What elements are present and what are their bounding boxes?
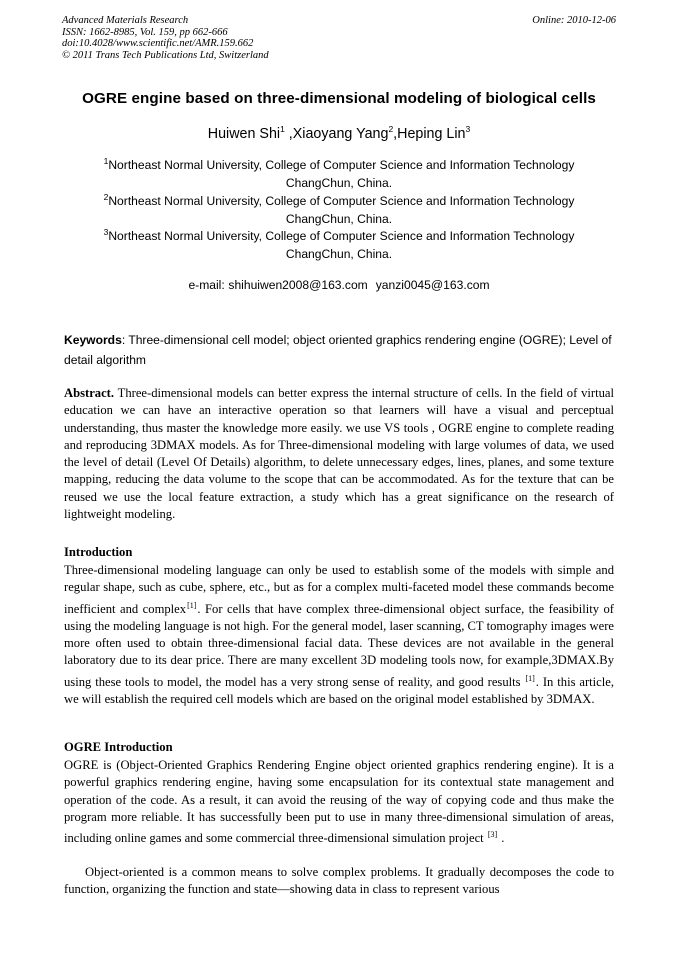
affiliation-city: ChangChun, China. bbox=[285, 212, 393, 227]
email-line bbox=[0, 278, 678, 292]
abstract-text: Three-dimensional models can better express the internal structure of cells. In the field of virtual education we can have an interactive operation so that learners will have a visual and perceptual understanding, thus master the knowledge more easily. we use VS tools , OGRE engine to complete reading and reproducing 3DMAX models. As for Three-dimensional modeling with large volumes of data, we used the level of detail (Level Of Details) algorithm, to delete unnecessary edges, lines, planes, and some texture mapping, reducing the data volume to the scope that can be accommodated. As for the texture that can be reused we use the local feature extraction, a study which has a great significance on the research of lightweight modeling. bbox=[64, 386, 614, 522]
keywords-text: : Three-dimensional cell model; object oriented graphics rendering engine (OGRE); Level of detail algorithm bbox=[64, 333, 612, 367]
author-name: ,Xiaoyang Yang bbox=[288, 125, 389, 142]
email-link[interactable]: yanzi0045@163.com bbox=[375, 278, 490, 292]
affiliation-sup: 1 bbox=[103, 156, 109, 166]
author-name: Huiwen Shi bbox=[207, 125, 281, 142]
journal-header bbox=[62, 15, 269, 61]
abstract-label: Abstract. bbox=[64, 386, 115, 400]
section-heading-introduction: Introduction bbox=[64, 545, 133, 559]
author-sup: 1 bbox=[280, 124, 285, 134]
affiliation-line: Northeast Normal University, College of Computer Science and Information Technology bbox=[108, 158, 575, 173]
paper-title: OGRE engine based on three-dimensional modeling of biological cells bbox=[82, 90, 596, 107]
citation-ref: [1] bbox=[187, 600, 197, 610]
affiliation-line: Northeast Normal University, College of Computer Science and Information Technology bbox=[108, 229, 575, 244]
citation-ref: [1] bbox=[525, 673, 535, 683]
issn-line: ISSN: 1662-8985, Vol. 159, pp 662-666 bbox=[62, 26, 228, 38]
object-oriented-paragraph: Object-oriented is a common means to solve complex problems. It gradually decomposes the code to function, organizing the function and state—showing data in class to represent various bbox=[64, 865, 614, 897]
citation-ref: [3] bbox=[487, 830, 498, 840]
author-list bbox=[0, 124, 678, 142]
affiliation-city: ChangChun, China. bbox=[285, 176, 393, 191]
doi-line: doi:10.4028/www.scientific.net/AMR.159.662 bbox=[62, 38, 254, 49]
author-name: ,Heping Lin bbox=[393, 125, 466, 142]
affiliation bbox=[0, 152, 678, 192]
author-sup: 3 bbox=[465, 124, 471, 134]
affiliation-sup: 3 bbox=[103, 227, 109, 237]
affiliation-line: Northeast Normal University, College of Computer Science and Information Technology bbox=[108, 194, 575, 209]
abstract bbox=[64, 385, 614, 523]
journal-name: Advanced Materials Research bbox=[62, 15, 189, 26]
section-heading-ogre: OGRE Introduction bbox=[64, 740, 173, 754]
keywords bbox=[64, 330, 616, 370]
introduction-paragraph: Three-dimensional modeling language can only be used to establish some of the models with simple and regular shape, such as cube, sphere, etc., but as for a complex multi-faceted model these commands become inefficient and complex[1]. For cells that have complex three-dimensional object surface, the feasibility of using the modeling language is not high. For the general model, laser scanning, CT tomography images were more often used to obtain three-dimensional facial data. These devices are not available in the general laboratory due to its dear price. There are many excellent 3D modeling tools now, for example,3DMAX.By using these tools to model, the model has a very strong sense of reality, and good results [1]. In this article, we will establish the required cell models which are based on the original model established by 3DMAX. bbox=[64, 563, 615, 707]
ogre-paragraph: OGRE is (Object-Oriented Graphics Rendering Engine object oriented graphics rendering engine). It is a powerful graphics rendering engine, having some encapsulation for its contextual state management and operation of the code. As a result, it can avoid the reusing of the way of copying code and thus make the program more reliable. It has successfully been put to use in many three-dimensional simulation of areas, including online games and some commercial three-dimensional simulation project [3] . bbox=[64, 758, 614, 846]
affiliation bbox=[0, 223, 678, 263]
author-sup: 2 bbox=[388, 124, 394, 134]
online-date: Online: 2010-12-06 bbox=[532, 15, 616, 26]
copyright-line: © 2011 Trans Tech Publications Ltd, Switzerland bbox=[62, 49, 269, 61]
keywords-label: Keywords bbox=[64, 333, 122, 347]
email-label: e-mail: bbox=[188, 278, 229, 292]
email-link[interactable]: shihuiwen2008@163.com bbox=[228, 278, 368, 292]
affiliation-city: ChangChun, China. bbox=[285, 247, 393, 262]
affiliation-sup: 2 bbox=[103, 192, 109, 202]
